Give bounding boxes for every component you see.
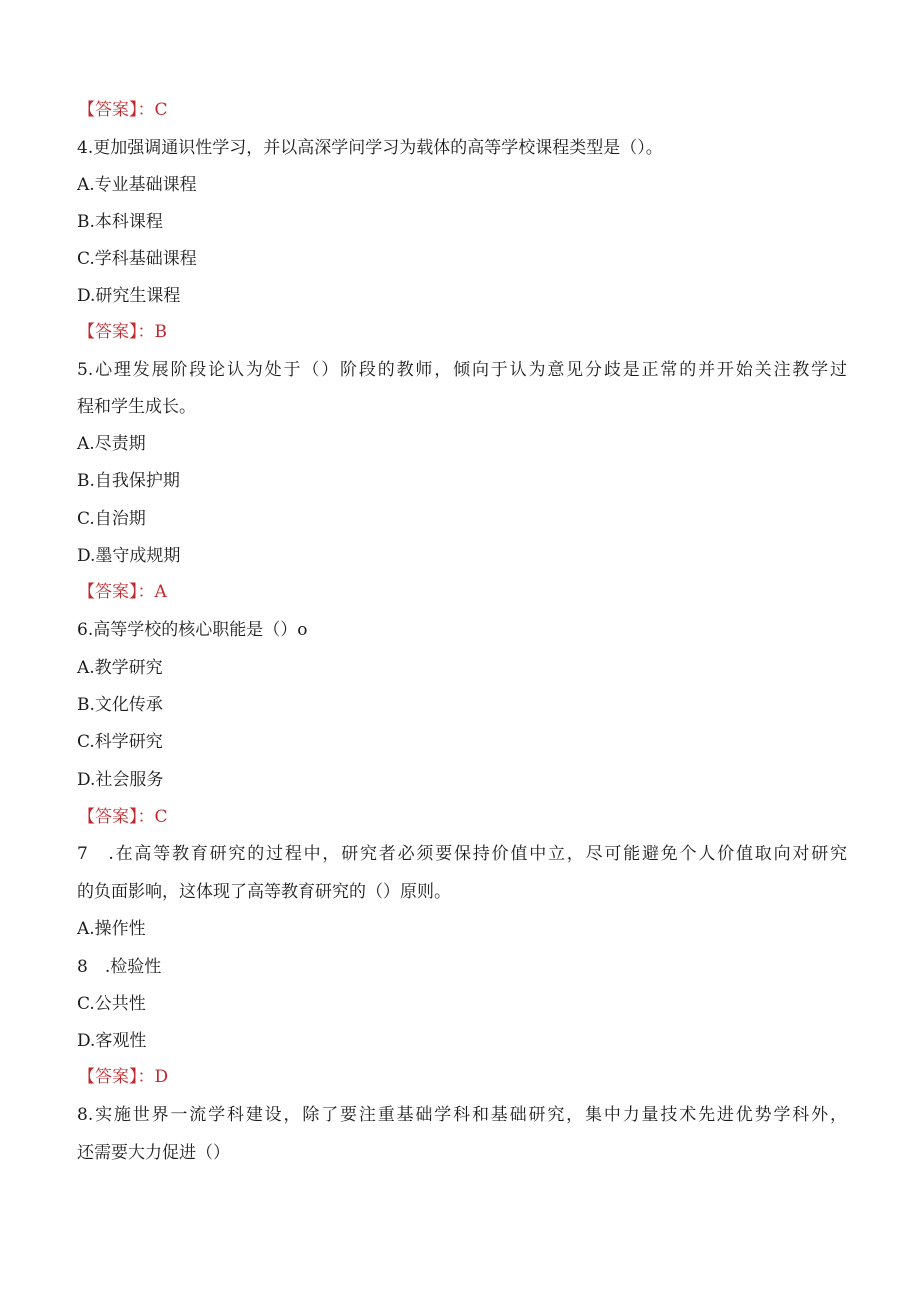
question-5-option-d: D.墨守成规期	[77, 546, 181, 566]
answer-value: B	[154, 322, 167, 342]
answer-line	[78, 320, 167, 344]
question-5-option-a: A.尽责期	[77, 434, 146, 454]
question-4-option-a: A.专业基础课程	[77, 175, 197, 195]
question-6-option-d: D.社会服务	[77, 770, 164, 790]
question-7-option-a: A.操作性	[77, 919, 146, 939]
answer-value: C	[154, 100, 168, 120]
answer-value: A	[154, 582, 167, 602]
question-7-option-c: C.公共性	[77, 994, 146, 1014]
question-7-option-b: 8 .检验性	[77, 957, 162, 977]
question-6-option-c: C.科学研究	[77, 732, 163, 752]
answer-line	[78, 1065, 168, 1089]
answer-value: C	[154, 807, 168, 827]
question-4-option-b: B.本科课程	[77, 212, 163, 232]
question-4-option-d: D.研究生课程	[77, 286, 181, 306]
question-4-text: 4.更加强调通识性学习，并以高深学问学习为载体的高等学校课程类型是（）。	[77, 138, 663, 158]
answer-line	[78, 98, 168, 122]
question-6-option-b: B.文化传承	[77, 695, 163, 715]
question-5-text-line2: 程和学生成长。	[77, 397, 196, 417]
answer-line	[78, 580, 167, 604]
question-7-option-d: D.客观性	[77, 1031, 147, 1051]
question-5-option-b: B.自我保护期	[77, 471, 180, 491]
answer-label: 【答案】：	[78, 582, 155, 602]
question-7-text-line1: 7 .在高等教育研究的过程中，研究者必须要保持价值中立，尽可能避免个人价值取向对研究	[77, 844, 847, 864]
answer-value: D	[154, 1067, 169, 1087]
question-4-option-c: C.学科基础课程	[77, 249, 197, 269]
question-8-text-line2: 还需要大力促进（）	[77, 1143, 230, 1163]
question-5-option-c: C.自治期	[77, 509, 146, 529]
answer-label: 【答案】：	[78, 1067, 155, 1087]
question-8-text-line1: 8.实施世界一流学科建设，除了要注重基础学科和基础研究，集中力量技术先进优势学科外，	[77, 1105, 847, 1125]
answer-label: 【答案】：	[78, 100, 155, 120]
question-6-option-a: A.教学研究	[77, 658, 163, 678]
answer-line	[78, 805, 168, 829]
question-6-text: 6.高等学校的核心职能是（）o	[77, 620, 308, 640]
question-5-text-line1: 5.心理发展阶段论认为处于（）阶段的教师，倾向于认为意见分歧是正常的并开始关注教学过	[77, 360, 847, 380]
answer-label: 【答案】：	[78, 807, 155, 827]
answer-label: 【答案】：	[78, 322, 155, 342]
question-7-text-line2: 的负面影响，这体现了高等教育研究的（）原则。	[77, 882, 451, 902]
